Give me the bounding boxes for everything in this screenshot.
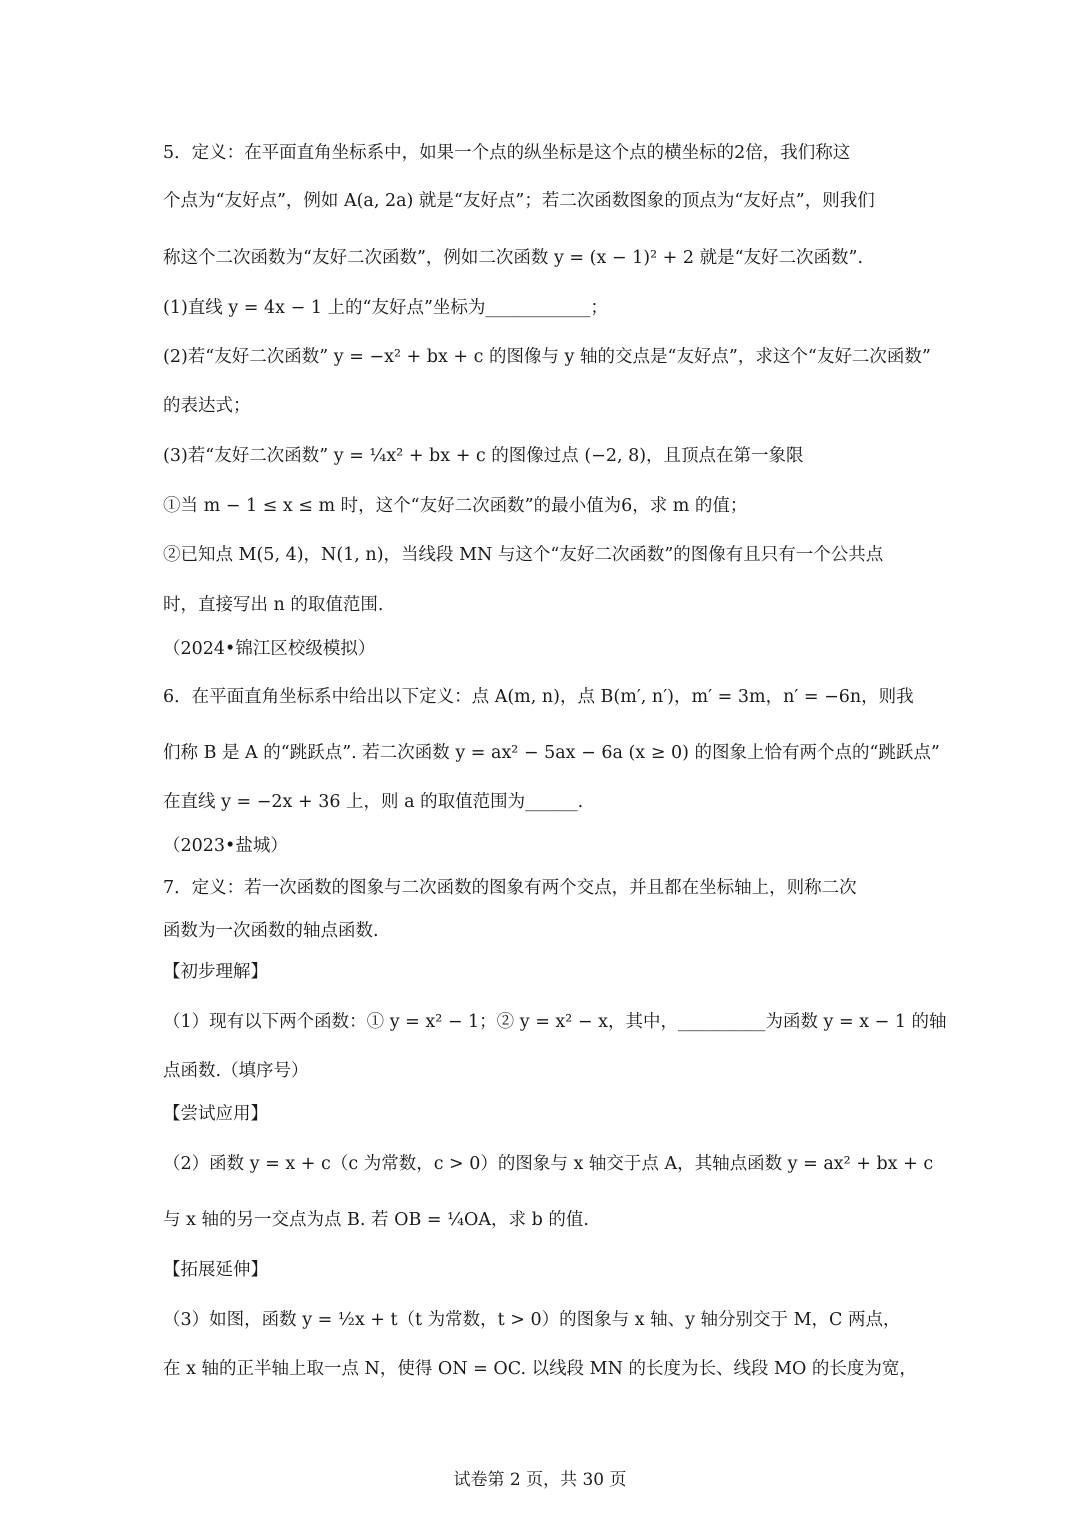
source-note-7: （2023•盐城） <box>163 836 288 856</box>
p7-q3-line1: （3）如图，函数 y = ½x + t（t 为常数，t > 0）的图象与 x 轴、y 轴分别交于 M，C 两点， <box>163 1310 901 1330</box>
p5-q3-part2-line2: 时，直接写出 n 的取值范围. <box>163 595 384 615</box>
p6-line3: 在直线 y = −2x + 36 上，则 a 的取值范围为______. <box>163 792 584 812</box>
p5-q3-part1: ①当 m − 1 ≤ x ≤ m 时，这个“友好二次函数”的最小值为6，求 m 的值； <box>163 496 748 516</box>
p7-q1-line2: 点函数.（填序号） <box>163 1061 309 1081</box>
p7-q2-line2: 与 x 轴的另一交点为点 B. 若 OB = ¼OA，求 b 的值. <box>163 1210 589 1230</box>
page-footer: 试卷第 2 页，共 30 页 <box>453 1470 627 1490</box>
p5-line3: 称这个二次函数为“友好二次函数”，例如二次函数 y = (x − 1)² + 2 就是“友好二次函数”. <box>163 248 864 268</box>
p5-line1: 5．定义：在平面直角坐标系中，如果一个点的纵坐标是这个点的横坐标的2倍，我们称这 <box>163 143 851 163</box>
p7-q2-line1: （2）函数 y = x + c（c 为常数，c > 0）的图象与 x 轴交于点 A，其轴点函数 y = ax² + bx + c <box>163 1154 934 1174</box>
p7-q1-line1: （1）现有以下两个函数：① y = x² − 1；② y = x² − x，其中，__________为函数 y = x − 1 的轴 <box>163 1012 947 1032</box>
p5-q3-part2-line1: ②已知点 M(5, 4)，N(1, n)，当线段 MN 与这个“友好二次函数”的图像有且只有一个公共点 <box>163 545 884 565</box>
p7-heading-apply: 【尝试应用】 <box>163 1104 268 1124</box>
p7-heading-extend: 【拓展延伸】 <box>163 1260 268 1280</box>
p7-q3-line2: 在 x 轴的正半轴上取一点 N，使得 ON = OC. 以线段 MN 的长度为长、线段 MO 的长度为宽， <box>163 1359 917 1379</box>
p5-q2-line2: 的表达式； <box>163 396 251 416</box>
p5-q1: (1)直线 y = 4x − 1 上的“友好点”坐标为____________； <box>163 298 608 318</box>
p6-line2: 们称 B 是 A 的“跳跃点”. 若二次函数 y = ax² − 5ax − 6a (x ≥ 0) 的图象上恰有两个点的“跳跃点” <box>163 743 940 763</box>
p5-q3: (3)若“友好二次函数” y = ¼x² + bx + c 的图像过点 (−2, 8)，且顶点在第一象限 <box>163 446 804 466</box>
p5-q2-line1: (2)若“友好二次函数” y = −x² + bx + c 的图像与 y 轴的交点是“友好点”，求这个“友好二次函数” <box>163 347 931 367</box>
p7-heading-preliminary: 【初步理解】 <box>163 962 268 982</box>
p5-line2: 个点为“友好点”，例如 A(a, 2a) 就是“友好点”；若二次函数图象的顶点为“友好点”，则我们 <box>163 191 875 211</box>
p6-line1: 6．在平面直角坐标系中给出以下定义：点 A(m, n)，点 B(m′, n′)，m′ = 3m，n′ = −6n，则我 <box>163 687 914 707</box>
p7-line2: 函数为一次函数的轴点函数. <box>163 921 379 941</box>
p7-line1: 7．定义：若一次函数的图象与二次函数的图象有两个交点，并且都在坐标轴上，则称二次 <box>163 878 857 898</box>
source-note-6: （2024•锦江区校级模拟） <box>163 639 376 659</box>
